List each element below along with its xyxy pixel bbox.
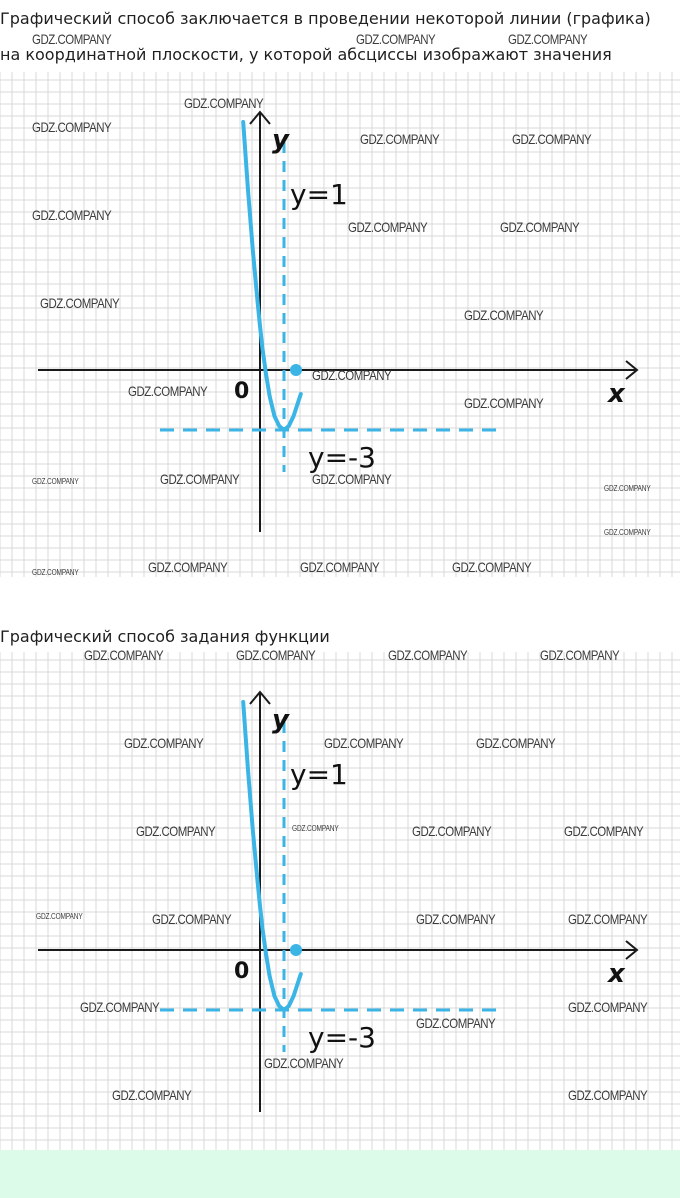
y-axis-label: y	[272, 125, 289, 155]
watermark: GDZ.COMPANY	[40, 295, 120, 311]
watermark: GDZ.COMPANY	[388, 647, 468, 663]
watermark: GDZ.COMPANY	[464, 395, 544, 411]
watermark: GDZ.COMPANY	[236, 647, 316, 663]
watermark: GDZ.COMPANY	[360, 131, 440, 147]
watermark: GDZ.COMPANY	[160, 471, 240, 487]
watermark: GDZ.COMPANY	[356, 31, 436, 47]
watermark: GDZ.COMPANY	[348, 219, 428, 235]
watermark: GDZ.COMPANY	[568, 999, 648, 1015]
watermark: GDZ.COMPANY	[508, 31, 588, 47]
watermark: GDZ.COMPANY	[152, 911, 232, 927]
x-axis-label: x	[608, 959, 625, 989]
watermark: GDZ.COMPANY	[36, 912, 83, 921]
watermark: GDZ.COMPANY	[32, 477, 79, 486]
watermark: GDZ.COMPANY	[32, 568, 79, 577]
watermark: GDZ.COMPANY	[32, 207, 112, 223]
function-graph-2	[0, 652, 680, 1150]
x-axis-label: x	[608, 379, 625, 409]
watermark: GDZ.COMPANY	[312, 367, 392, 383]
bottom-band	[0, 1150, 680, 1198]
label-y1: y=1	[290, 758, 348, 791]
label-y-3: y=-3	[308, 1021, 376, 1054]
origin-label: 0	[234, 959, 250, 984]
watermark: GDZ.COMPANY	[124, 735, 204, 751]
watermark: GDZ.COMPANY	[416, 911, 496, 927]
watermark: GDZ.COMPANY	[32, 31, 112, 47]
y-axis-label: y	[272, 705, 289, 735]
watermark: GDZ.COMPANY	[416, 1015, 496, 1031]
watermark: GDZ.COMPANY	[324, 735, 404, 751]
label-y-3: y=-3	[308, 441, 376, 474]
watermark: GDZ.COMPANY	[312, 471, 392, 487]
watermark: GDZ.COMPANY	[148, 559, 228, 575]
caption-line-2: на координатной плоскости, у которой абсциссы изображают значения	[0, 45, 612, 64]
watermark: GDZ.COMPANY	[84, 647, 164, 663]
marked-point	[290, 944, 302, 956]
watermark: GDZ.COMPANY	[292, 824, 339, 833]
watermark: GDZ.COMPANY	[300, 559, 380, 575]
watermark: GDZ.COMPANY	[512, 131, 592, 147]
watermark: GDZ.COMPANY	[568, 911, 648, 927]
watermark: GDZ.COMPANY	[452, 559, 532, 575]
watermark: GDZ.COMPANY	[136, 823, 216, 839]
grid	[0, 72, 680, 577]
watermark: GDZ.COMPANY	[32, 119, 112, 135]
label-y1: y=1	[290, 178, 348, 211]
marked-point	[290, 364, 302, 376]
watermark: GDZ.COMPANY	[128, 383, 208, 399]
grid	[0, 652, 680, 1150]
watermark: GDZ.COMPANY	[604, 528, 651, 537]
watermark: GDZ.COMPANY	[112, 1087, 192, 1103]
watermark: GDZ.COMPANY	[476, 735, 556, 751]
caption-line-1: Графический способ заключается в проведении некоторой линии (графика)	[0, 9, 651, 28]
watermark: GDZ.COMPANY	[264, 1055, 344, 1071]
watermark: GDZ.COMPANY	[464, 307, 544, 323]
function-graph-1	[0, 72, 680, 577]
watermark: GDZ.COMPANY	[500, 219, 580, 235]
watermark: GDZ.COMPANY	[604, 484, 651, 493]
caption-graphical-method: Графический способ задания функции	[0, 627, 330, 646]
watermark: GDZ.COMPANY	[540, 647, 620, 663]
watermark: GDZ.COMPANY	[412, 823, 492, 839]
watermark: GDZ.COMPANY	[184, 95, 264, 111]
watermark: GDZ.COMPANY	[568, 1087, 648, 1103]
origin-label: 0	[234, 379, 250, 404]
watermark: GDZ.COMPANY	[80, 999, 160, 1015]
watermark: GDZ.COMPANY	[564, 823, 644, 839]
